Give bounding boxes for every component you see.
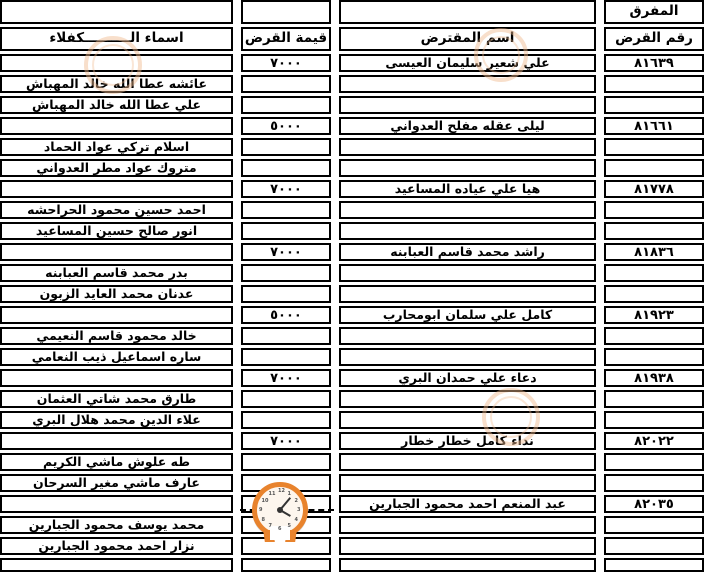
guarantor-name-cell: علي عطا الله خالد المهباش — [0, 96, 233, 114]
clock-tick-number: 7 — [268, 523, 272, 530]
guarantor-name-cell — [0, 369, 233, 387]
clock-tick-number: 10 — [261, 497, 269, 504]
guarantor-name-cell: انور صالح حسين المساعيد — [0, 222, 233, 240]
borrower-name-cell — [339, 96, 596, 114]
clock-stamp-icon — [252, 482, 308, 538]
loan-number-cell — [604, 222, 704, 240]
loan-number-cell — [604, 453, 704, 471]
clock-tick-number: 4 — [294, 516, 298, 523]
guarantor-name-cell: طارق محمد شاتي العثمان — [0, 390, 233, 408]
loan-number-cell: ٨١٩٣٨ — [604, 369, 704, 387]
guarantor-name-cell — [0, 117, 233, 135]
loan-value-cell: ٧٠٠٠ — [241, 54, 331, 72]
loan-number-cell: ٨٢٠٢٢ — [604, 432, 704, 450]
loan-number-cell — [604, 138, 704, 156]
clock-tick-number: 9 — [259, 507, 263, 513]
borrower-name-cell — [339, 474, 596, 492]
loan-value-cell — [241, 201, 331, 219]
loan-number-cell: ٨١٩٢٣ — [604, 306, 704, 324]
guarantor-name-cell: متروك عواد مطر العدواني — [0, 159, 233, 177]
clock-tick-number: 12 — [278, 488, 285, 494]
loan-number-cell: ٨١٦٣٩ — [604, 54, 704, 72]
guarantor-name-cell: عائشه عطا الله خالد المهباش — [0, 75, 233, 93]
borrower-name-cell — [339, 390, 596, 408]
guarantor-name-cell: طه علوش ماشي الكريم — [0, 453, 233, 471]
empty-top-cell-borrower — [339, 0, 596, 24]
borrower-name-cell — [339, 537, 596, 555]
loan-number-cell — [604, 159, 704, 177]
clock-tick-number: 3 — [297, 507, 301, 513]
loan-value-cell — [241, 264, 331, 282]
loan-number-cell — [604, 348, 704, 366]
loan-value-cell — [241, 453, 331, 471]
loan-number-cell — [604, 327, 704, 345]
loan-value-cell — [241, 411, 331, 429]
loan-number-cell — [604, 516, 704, 534]
loan-number-cell: ٨١٦٦١ — [604, 117, 704, 135]
loan-number-cell — [604, 474, 704, 492]
clock-tick-number: 2 — [294, 497, 298, 504]
loan-value-cell — [241, 558, 331, 572]
guarantor-name-cell: عدنان محمد العايد الزبون — [0, 285, 233, 303]
borrower-name-cell: هيا علي عياده المساعيد — [339, 180, 596, 198]
loan-value-cell: ٥٠٠٠ — [241, 117, 331, 135]
guarantor-name-cell: ساره اسماعيل ذيب النعامي — [0, 348, 233, 366]
loan-number-cell — [604, 411, 704, 429]
borrower-name-cell: نداء كامل خطار خطار — [339, 432, 596, 450]
loan-value-cell: ٧٠٠٠ — [241, 180, 331, 198]
borrower-name-cell: راشد محمد قاسم العبابنه — [339, 243, 596, 261]
loan-value-cell — [241, 327, 331, 345]
loan-value-cell: ٧٠٠٠ — [241, 432, 331, 450]
guarantor-name-cell — [0, 432, 233, 450]
guarantor-name-cell: اسلام تركي عواد الحماد — [0, 138, 233, 156]
clock-tick-number: 1 — [287, 490, 291, 497]
loan-value-cell: ٥٠٠٠ — [241, 306, 331, 324]
borrower-name-cell: دعاء علي حمدان البري — [339, 369, 596, 387]
empty-top-cell-value — [241, 0, 331, 24]
borrower-name-cell — [339, 453, 596, 471]
loan-number-cell — [604, 75, 704, 93]
loan-value-cell — [241, 159, 331, 177]
loan-number-cell — [604, 96, 704, 114]
loan-value-cell: ٧٠٠٠ — [241, 243, 331, 261]
borrower-name-cell — [339, 327, 596, 345]
clock-tick-number: 5 — [287, 523, 291, 530]
borrower-name-cell — [339, 201, 596, 219]
loan-value-cell — [241, 285, 331, 303]
borrower-header: اسم المقترض — [339, 27, 596, 51]
loan-number-cell — [604, 537, 704, 555]
guarantor-name-cell — [0, 180, 233, 198]
loan-number-cell: ٨١٨٣٦ — [604, 243, 704, 261]
loan-number-cell: ٨٢٠٣٥ — [604, 495, 704, 513]
loan-number-cell — [604, 390, 704, 408]
borrower-name-cell — [339, 264, 596, 282]
guarantor-name-cell — [0, 54, 233, 72]
borrower-name-cell — [339, 75, 596, 93]
loan-number-cell — [604, 558, 704, 572]
borrower-name-cell: كامل علي سلمان ابومحارب — [339, 306, 596, 324]
branch-header-cell: المفرق — [604, 0, 704, 24]
borrower-name-cell — [339, 222, 596, 240]
guarantor-name-cell: نزار احمد محمود الجبارين — [0, 537, 233, 555]
loan-value-cell — [241, 390, 331, 408]
clock-tick-number: 6 — [278, 526, 282, 532]
guarantor-name-cell — [0, 243, 233, 261]
guarantor-name-cell — [0, 558, 233, 572]
loan-value-cell — [241, 138, 331, 156]
loan-number-cell: ٨١٧٧٨ — [604, 180, 704, 198]
guarantor-name-cell: خالد محمود قاسم النعيمي — [0, 327, 233, 345]
loan-number-header: رقم القرض — [604, 27, 704, 51]
clock-tick-number: 8 — [261, 516, 266, 523]
borrower-name-cell: علي شعير سليمان العيسى — [339, 54, 596, 72]
borrower-name-cell — [339, 516, 596, 534]
loan-value-cell: ٧٠٠٠ — [241, 369, 331, 387]
borrower-name-cell — [339, 348, 596, 366]
loan-number-cell — [604, 285, 704, 303]
borrower-name-cell: ليلى عقله مفلح العدواني — [339, 117, 596, 135]
loan-value-header: قيمة القرض — [241, 27, 331, 51]
guarantor-name-cell: علاء الدين محمد هلال البري — [0, 411, 233, 429]
borrower-name-cell — [339, 411, 596, 429]
loan-number-cell — [604, 201, 704, 219]
empty-top-cell-guarantors — [0, 0, 233, 24]
guarantors-header: اسماء الــــــــــكفلاء — [0, 27, 233, 51]
guarantor-name-cell: عارف ماشي مغير السرحان — [0, 474, 233, 492]
loan-number-cell — [604, 264, 704, 282]
borrower-name-cell — [339, 159, 596, 177]
guarantor-name-cell: محمد يوسف محمود الجبارين — [0, 516, 233, 534]
loan-value-cell — [241, 222, 331, 240]
loan-value-cell — [241, 96, 331, 114]
guarantor-name-cell — [0, 495, 233, 513]
guarantor-name-cell: احمد حسين محمود الحراحشه — [0, 201, 233, 219]
guarantor-name-cell — [0, 306, 233, 324]
guarantor-name-cell: بدر محمد قاسم العبابنه — [0, 264, 233, 282]
loan-value-cell — [241, 75, 331, 93]
clock-tick-number: 11 — [268, 490, 276, 497]
borrower-name-cell — [339, 558, 596, 572]
loan-value-cell — [241, 348, 331, 366]
clock-hub — [277, 507, 283, 513]
borrower-name-cell — [339, 285, 596, 303]
borrower-name-cell: عبد المنعم احمد محمود الجبارين — [339, 495, 596, 513]
borrower-name-cell — [339, 138, 596, 156]
